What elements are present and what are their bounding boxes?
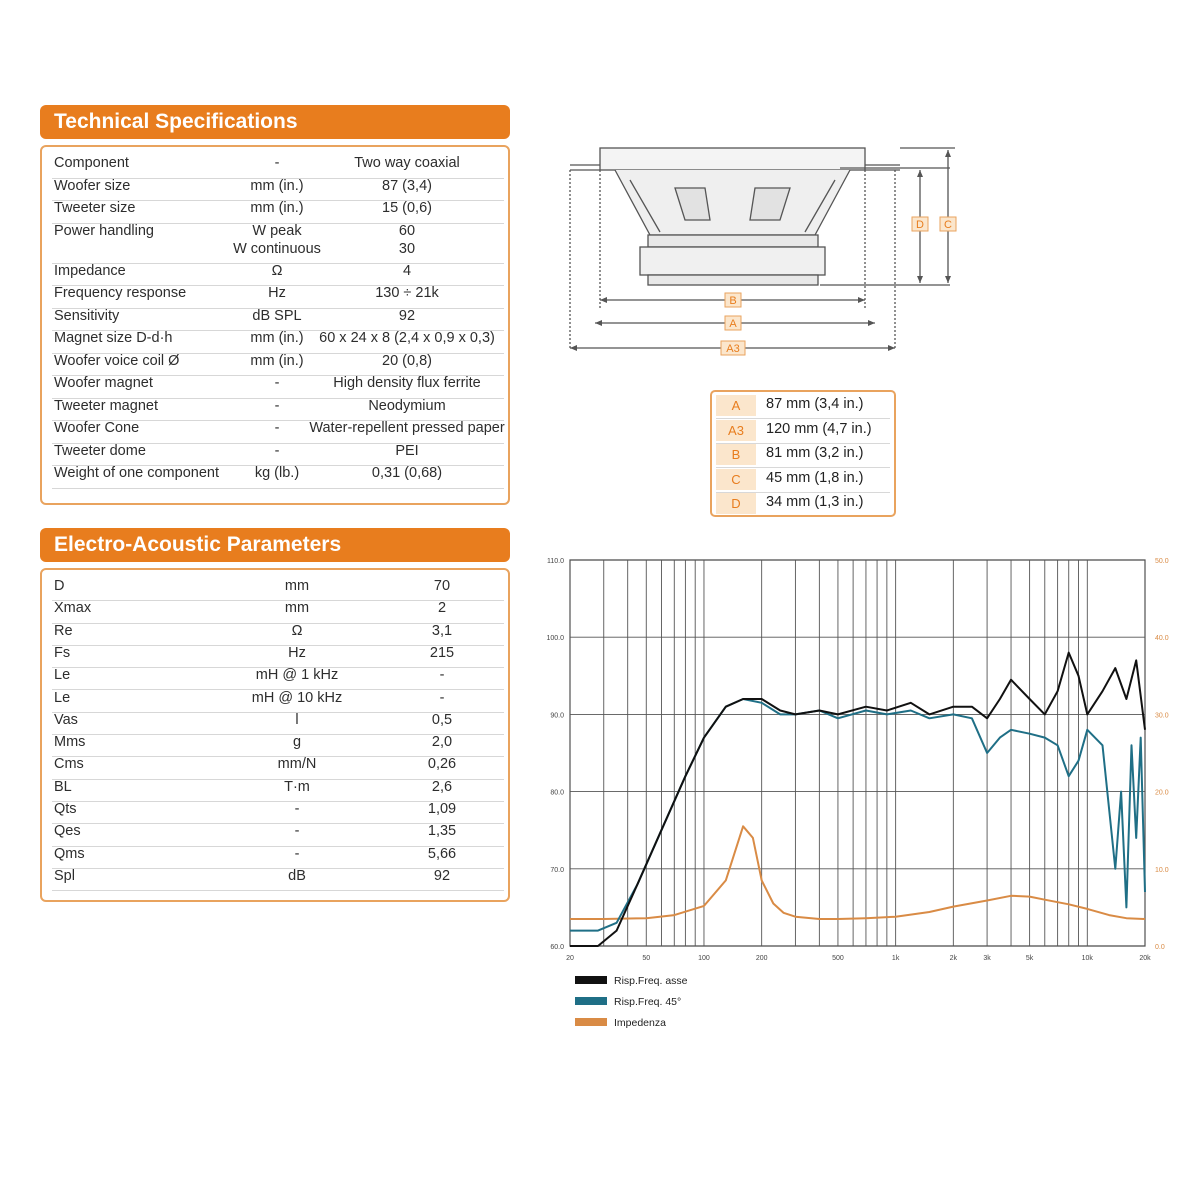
y2-tick-label: 10.0 xyxy=(1155,866,1169,874)
row-label: Sensitivity xyxy=(54,307,120,324)
dimension-row xyxy=(716,443,890,468)
row-value: 1,35 xyxy=(427,823,457,840)
row-label: Tweeter magnet xyxy=(54,397,158,414)
row-label: Frequency response xyxy=(54,285,187,301)
x-tick-label: 20k xyxy=(1139,955,1151,962)
row-label: Woofer Cone xyxy=(54,420,140,436)
table-row xyxy=(52,330,504,354)
x-tick-label: 20 xyxy=(566,955,574,962)
row-unit: mm (in.) xyxy=(250,352,304,369)
table-row xyxy=(52,200,504,224)
tech-specs-header xyxy=(40,105,510,139)
table-row xyxy=(52,443,504,467)
table-row xyxy=(52,846,504,869)
row-label: Cms xyxy=(54,756,84,773)
row-unit: dB xyxy=(288,867,306,884)
row-unit: - xyxy=(274,155,280,171)
x-tick-label: 1k xyxy=(891,955,900,962)
dimension-key: D xyxy=(716,493,756,514)
row-value: 60 x 24 x 8 (2,4 x 0,9 x 0,3) xyxy=(319,330,495,346)
x-tick-label: 50 xyxy=(642,955,651,962)
x-axis-ticks xyxy=(566,955,1151,962)
row-value: 130 ÷ 21k xyxy=(375,285,439,301)
dimension-table xyxy=(710,390,896,517)
x-tick-label: 500 xyxy=(832,955,844,962)
series-line-1 xyxy=(570,699,1145,931)
table-row xyxy=(52,734,504,757)
y-tick-label: 80.0 xyxy=(550,789,564,797)
row-unit: kg (lb.) xyxy=(254,465,300,481)
plot-frame xyxy=(570,560,1145,946)
table-row xyxy=(52,465,504,489)
row-value: 60 xyxy=(398,222,416,239)
legend-label: Risp.Freq. 45° xyxy=(614,996,682,1008)
row-label: Spl xyxy=(54,867,75,884)
row-label: Magnet size D-d·h xyxy=(54,330,173,346)
row-value: - xyxy=(439,689,445,706)
table-row xyxy=(52,600,504,623)
table-row xyxy=(52,645,504,668)
table-row xyxy=(52,756,504,779)
row-value: 0,31 (0,68) xyxy=(371,465,443,481)
row-unit: mm xyxy=(284,600,310,617)
table-row xyxy=(52,263,504,287)
row-label: D xyxy=(54,578,65,594)
y-tick-label: 60.0 xyxy=(550,944,564,951)
chart-legend xyxy=(575,975,688,1029)
chart-grid xyxy=(570,560,1145,946)
row-unit: dB SPL xyxy=(252,307,302,324)
row-value: Water-repellent pressed paper xyxy=(309,420,505,436)
y2-tick-label: 40.0 xyxy=(1155,635,1169,643)
legend-swatch xyxy=(575,997,607,1005)
row-unit: l xyxy=(295,711,299,728)
row-value: 0,5 xyxy=(431,711,453,728)
tech-specs-table xyxy=(40,145,510,505)
row-value-2: 30 xyxy=(398,240,416,257)
y-tick-label: 110.0 xyxy=(547,558,564,565)
dimension-row xyxy=(716,492,890,516)
row-value: High density flux ferrite xyxy=(333,375,481,391)
table-row xyxy=(52,308,504,332)
x-tick-label: 2k xyxy=(949,955,958,962)
row-value: - xyxy=(439,667,445,684)
row-label: Qes xyxy=(54,823,81,840)
row-unit: - xyxy=(274,420,280,436)
row-unit: - xyxy=(294,845,300,862)
row-label: Fs xyxy=(54,644,71,661)
y2-tick-label: 50.0 xyxy=(1155,558,1169,565)
y-tick-label: 70.0 xyxy=(550,866,564,874)
row-label: Tweeter size xyxy=(54,200,136,216)
row-label: Power handling xyxy=(54,222,154,239)
drawing-label-b: B xyxy=(729,295,737,307)
dimension-row xyxy=(716,394,890,419)
row-value: 92 xyxy=(433,867,451,884)
row-unit: W peak xyxy=(252,222,302,239)
y-tick-label: 100.0 xyxy=(546,635,564,643)
row-unit: mm/N xyxy=(277,756,317,773)
electro-acoustic-table xyxy=(40,568,510,902)
dimension-value: 45 mm (1,8 in.) xyxy=(766,469,864,486)
row-value: 2,0 xyxy=(431,734,453,751)
row-label: Re xyxy=(54,622,73,639)
row-value: 2 xyxy=(437,600,447,617)
legend-swatch xyxy=(575,976,607,984)
dimension-value: 87 mm (3,4 in.) xyxy=(766,396,864,412)
drawing-label-a3: A3 xyxy=(726,343,740,355)
chart-series xyxy=(570,653,1145,946)
row-unit: mm (in.) xyxy=(250,330,304,346)
row-value: 215 xyxy=(429,644,455,661)
table-row xyxy=(52,779,504,802)
row-value: 87 (3,4) xyxy=(382,177,432,194)
table-row xyxy=(52,801,504,824)
row-unit: mm xyxy=(284,578,310,594)
row-label: Woofer voice coil Ø xyxy=(54,352,180,369)
y-tick-label: 90.0 xyxy=(550,712,564,720)
row-label: Weight of one component xyxy=(54,465,219,481)
dimension-row xyxy=(716,468,890,493)
table-row xyxy=(52,578,504,601)
legend-swatch xyxy=(575,1018,607,1026)
row-value: Neodymium xyxy=(368,397,446,414)
row-label: Component xyxy=(54,155,129,171)
row-label: Woofer size xyxy=(54,177,131,194)
dimension-value: 81 mm (3,2 in.) xyxy=(766,445,864,461)
drawing-label-d: D xyxy=(916,219,924,231)
row-unit: mm (in.) xyxy=(250,200,304,216)
row-unit: - xyxy=(274,397,280,414)
row-value: 0,26 xyxy=(427,756,457,773)
table-row xyxy=(52,823,504,846)
speaker-dimension-drawing xyxy=(560,140,970,360)
row-unit: mH @ 1 kHz xyxy=(255,667,339,684)
dimension-value: 120 mm (4,7 in.) xyxy=(766,420,872,437)
row-unit: Ω xyxy=(271,262,283,279)
x-tick-label: 5k xyxy=(1025,955,1034,962)
table-row xyxy=(52,868,504,891)
dimension-key: A xyxy=(716,395,756,416)
row-value: 15 (0,6) xyxy=(382,200,432,216)
row-unit-2: W continuous xyxy=(233,240,321,257)
dimension-row xyxy=(716,419,890,444)
table-row xyxy=(52,155,504,179)
table-row xyxy=(52,375,504,399)
row-value: 4 xyxy=(402,262,412,279)
x-tick-label: 200 xyxy=(755,955,768,962)
row-value: 92 xyxy=(398,307,416,324)
row-value: 1,09 xyxy=(427,801,457,817)
table-row xyxy=(52,667,504,690)
drawing-label-a: A xyxy=(729,318,737,330)
frequency-response-chart xyxy=(530,548,1180,1048)
row-unit: T·m xyxy=(284,778,310,795)
row-value: 5,66 xyxy=(427,845,457,862)
row-value: Two way coaxial xyxy=(354,155,460,171)
x-tick-label: 100 xyxy=(698,955,710,962)
row-label: Tweeter dome xyxy=(54,442,146,459)
row-label: Vas xyxy=(54,711,78,728)
row-unit: - xyxy=(274,442,280,459)
electro-acoustic-title: Electro-Acoustic Parameters xyxy=(54,533,342,556)
row-label: Qts xyxy=(54,801,77,817)
row-value: PEI xyxy=(395,442,419,459)
dimension-key: B xyxy=(716,444,756,465)
y2-axis-ticks xyxy=(1155,558,1169,951)
electro-acoustic-header xyxy=(40,528,510,562)
row-unit: Ω xyxy=(291,622,303,639)
table-row xyxy=(52,712,504,735)
row-value: 20 (0,8) xyxy=(382,352,432,369)
row-value: 2,6 xyxy=(431,778,453,795)
row-label: Qms xyxy=(54,845,85,862)
row-unit: Hz xyxy=(268,285,286,301)
table-row xyxy=(52,353,504,377)
dimension-key: C xyxy=(716,469,756,490)
dimension-value: 34 mm (1,3 in.) xyxy=(766,494,864,510)
table-row xyxy=(52,420,504,444)
row-label: Impedance xyxy=(54,262,126,279)
table-row xyxy=(52,690,504,713)
y2-tick-label: 20.0 xyxy=(1155,789,1169,797)
row-unit: - xyxy=(294,823,300,840)
row-unit: mm (in.) xyxy=(250,177,304,194)
row-label: Le xyxy=(54,689,71,706)
drawing-label-c: C xyxy=(944,219,952,231)
table-row xyxy=(52,223,504,264)
y2-tick-label: 0.0 xyxy=(1155,944,1165,951)
row-label: Woofer magnet xyxy=(54,375,153,391)
legend-label: Risp.Freq. asse xyxy=(614,975,688,987)
tech-specs-title: Technical Specifications xyxy=(54,110,298,133)
row-label: Le xyxy=(54,667,71,684)
x-tick-label: 10k xyxy=(1081,955,1093,962)
x-tick-label: 3k xyxy=(983,955,991,962)
row-unit: mH @ 10 kHz xyxy=(251,689,343,706)
table-row xyxy=(52,178,504,202)
table-row xyxy=(52,285,504,309)
row-value: 3,1 xyxy=(431,622,453,639)
row-value: 70 xyxy=(433,578,451,594)
table-row xyxy=(52,623,504,646)
y2-tick-label: 30.0 xyxy=(1155,712,1169,720)
row-label: Mms xyxy=(54,734,86,751)
row-unit: - xyxy=(274,375,280,391)
row-label: Xmax xyxy=(54,600,92,617)
dimension-key: A3 xyxy=(716,420,756,441)
row-unit: - xyxy=(294,801,300,817)
y-axis-ticks xyxy=(546,558,564,951)
table-row xyxy=(52,398,504,422)
row-label: BL xyxy=(54,778,72,795)
row-unit: g xyxy=(292,734,302,751)
row-unit: Hz xyxy=(288,644,306,661)
legend-label: Impedenza xyxy=(614,1017,666,1029)
